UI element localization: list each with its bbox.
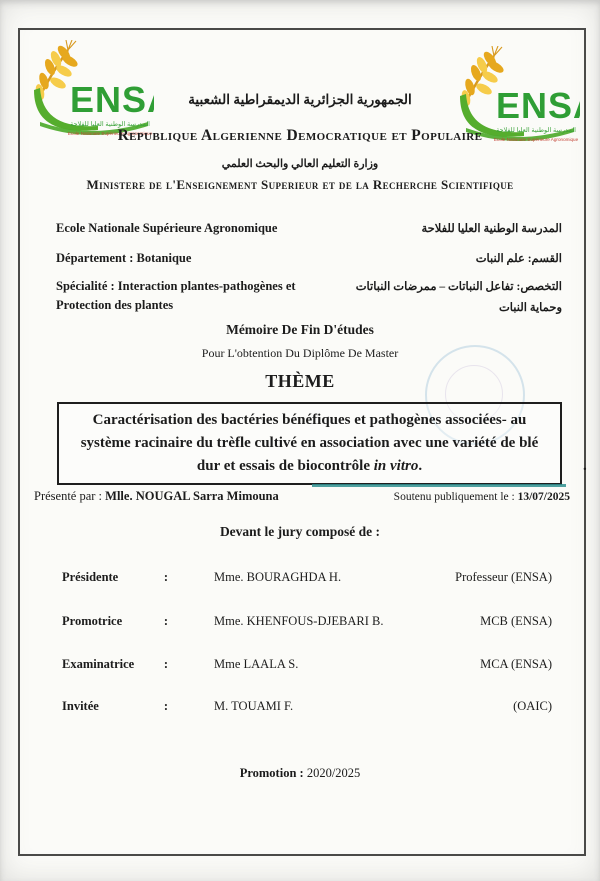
department-arabic: القسم: علم النبات (475, 253, 562, 265)
jury-row-promoter (62, 614, 552, 636)
jury-member-affiliation: MCB (ENSA) (480, 614, 552, 628)
thesis-title-box (57, 402, 562, 485)
department-row (56, 249, 562, 270)
jury-member-affiliation: (OAIC) (513, 699, 552, 713)
promotion-label: Promotion : (239, 766, 304, 780)
school-name-arabic: المدرسة الوطنية العليا للفلاحة (421, 223, 562, 235)
department-french: Département : Botanique (56, 251, 192, 265)
jury-member-name: M. TOUAMI F. (214, 699, 294, 713)
theme-heading: THÈME (265, 371, 335, 391)
jury-role-colon: : (163, 570, 168, 584)
thesis-title-period: . (418, 458, 423, 474)
ministry-title-arabic: وزارة التعليم العالي والبحث العلمي (221, 158, 379, 170)
stray-ink-mark: . (583, 458, 587, 474)
defense-date-value: 13/07/2025 (517, 491, 570, 503)
defense-date-line (394, 491, 570, 503)
jury-member-affiliation: Professeur (ENSA) (455, 570, 552, 584)
jury-role-label: Invitée (62, 699, 99, 713)
republic-title-arabic: الجمهورية الجزائرية الديمقراطية الشعبية (188, 92, 412, 107)
jury-member-name: Mme. BOURAGHDA H. (214, 570, 342, 584)
memoir-purpose: Pour L'obtention Du Diplôme De Master (201, 346, 399, 360)
school-row (56, 219, 562, 240)
promotion-value: 2020/2025 (306, 766, 361, 780)
presented-by-name: Mlle. NOUGAL Sarra Mimouna (105, 489, 279, 503)
presented-by (34, 489, 279, 504)
ministry-title-french: Ministere de l'Enseignement Superieur et de la Recherche Scientifique (86, 177, 514, 192)
promotion-line (0, 766, 600, 781)
presenter-row (34, 489, 570, 504)
defense-date-label: Soutenu publiquement le : (393, 491, 515, 503)
jury-role-label: Promotrice (62, 614, 123, 628)
jury-row-examiner (62, 657, 552, 679)
jury-role-colon: : (163, 657, 168, 671)
specialty-french: Spécialité : Interaction plantes-pathogènes et Protection des plantes (56, 279, 296, 313)
jury-role (62, 657, 168, 672)
school-name-french: Ecole Nationale Supérieure Agronomique (56, 221, 278, 235)
jury-member-affiliation: MCA (ENSA) (480, 657, 552, 671)
jury-role-colon: : (163, 699, 168, 713)
specialty-arabic: التخصص: تفاعل النباتات – ممرضات النباتات وحماية النبات (355, 281, 562, 314)
republic-title-french: Republique Algerienne Democratique et Populaire (117, 127, 483, 144)
jury-role-colon: : (163, 614, 168, 628)
jury-row-president (62, 570, 552, 592)
jury-member-name: Mme. KHENFOUS-DJEBARI B. (214, 614, 384, 628)
thesis-title-italic: in vitro (373, 458, 419, 474)
memoir-type-title: Mémoire De Fin D'études (226, 322, 374, 337)
jury-role (62, 570, 168, 585)
jury-role-label: Examinatrice (62, 657, 135, 671)
jury-member-name: Mme LAALA S. (214, 657, 299, 671)
jury-heading: Devant le jury composé de : (219, 524, 381, 539)
jury-role (62, 614, 168, 629)
jury-row-guest (62, 699, 552, 721)
defense-underline-rule (312, 484, 566, 487)
jury-role-label: Présidente (62, 570, 119, 584)
presented-by-label: Présenté par : (34, 489, 103, 503)
specialty-row (56, 277, 562, 318)
thesis-title-text: Caractérisation des bactéries bénéfiques et pathogènes associées- au système racinaire du trèfle cultivé en association avec une variété de blé dur et essais de biocontrôle (80, 412, 539, 474)
jury-role (62, 699, 168, 714)
